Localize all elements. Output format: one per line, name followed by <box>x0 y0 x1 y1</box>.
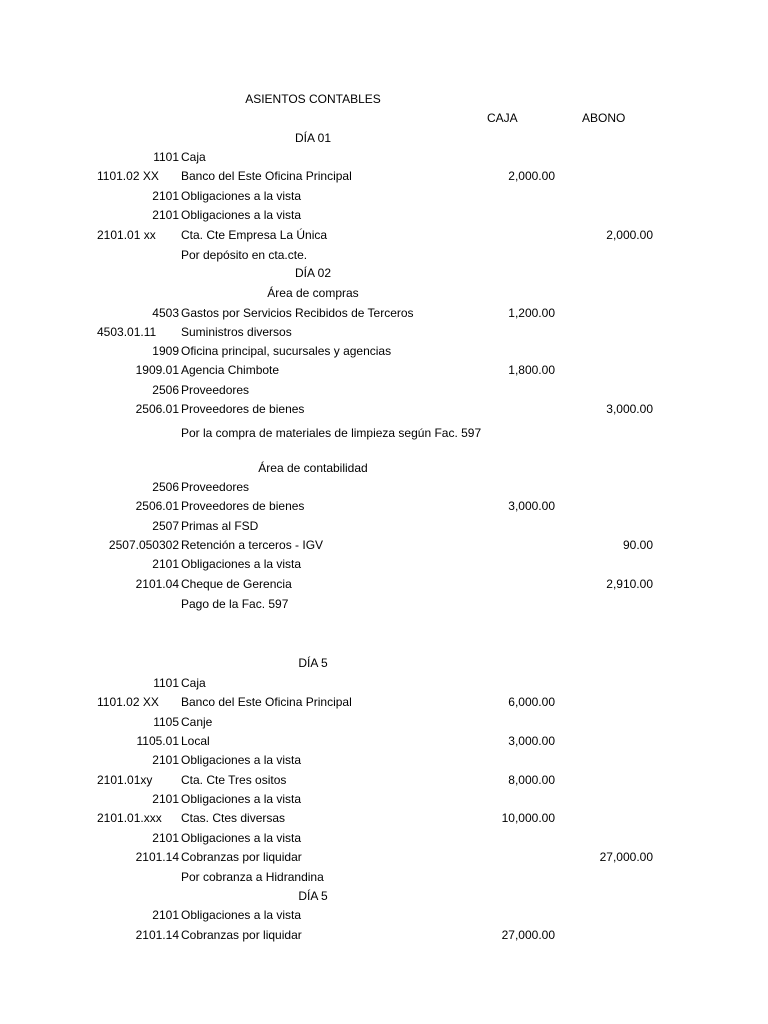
account-code: 1101.02 XX <box>97 169 159 183</box>
entry-row <box>0 459 768 478</box>
account-description: Caja <box>181 676 206 690</box>
account-code: 2101.01xy <box>97 773 153 787</box>
caja-amount: 1,200.00 <box>508 306 555 320</box>
account-description: Caja <box>181 150 206 164</box>
section-heading: DÍA 5 <box>298 656 328 670</box>
caja-amount: 8,000.00 <box>508 773 555 787</box>
account-code: 2507 <box>152 519 179 533</box>
entry-row <box>0 771 768 790</box>
entry-row <box>0 478 768 497</box>
account-description: Obligaciones a la vista <box>181 753 302 767</box>
section-heading: DÍA 02 <box>294 266 332 280</box>
abono-amount: 27,000.00 <box>599 850 653 864</box>
account-description: Retención a terceros - IGV <box>181 538 324 552</box>
account-description: Canje <box>181 715 213 729</box>
account-description: Obligaciones a la vista <box>181 831 302 845</box>
entry-row <box>0 790 768 809</box>
account-description: Proveedores <box>181 480 250 494</box>
account-code: 1101.02 XX <box>97 695 159 709</box>
entry-row <box>0 868 768 887</box>
account-code: 2506 <box>152 480 179 494</box>
section-heading: Área de compras <box>267 286 359 300</box>
account-description: Agencia Chimbote <box>181 363 280 377</box>
account-code: 1105 <box>153 715 179 729</box>
account-code: 2101.14 <box>135 928 179 942</box>
caja-amount: 10,000.00 <box>501 811 555 825</box>
document-title: ASIENTOS CONTABLES <box>245 92 381 106</box>
entry-row <box>0 887 768 906</box>
account-code: 4503 <box>152 306 179 320</box>
abono-amount: 2,910.00 <box>606 577 653 591</box>
abono-column-header: ABONO <box>582 111 626 125</box>
account-code: 2101 <box>152 792 179 806</box>
abono-amount: 3,000.00 <box>606 402 653 416</box>
entry-row <box>0 751 768 770</box>
account-code: 4503.01.11 <box>97 325 157 339</box>
abono-amount: 2,000.00 <box>606 228 653 242</box>
entry-row <box>0 809 768 828</box>
entry-row <box>0 129 768 148</box>
account-description: Proveedores de bienes <box>181 402 305 416</box>
caja-amount: 27,000.00 <box>501 928 555 942</box>
caja-amount: 1,800.00 <box>508 363 555 377</box>
entry-row <box>0 323 768 342</box>
caja-amount: 2,000.00 <box>508 169 555 183</box>
entry-row <box>0 342 768 361</box>
entry-row <box>0 426 768 445</box>
entry-row <box>0 829 768 848</box>
account-code: 1909.01 <box>135 363 179 377</box>
entry-row <box>0 246 768 265</box>
entry-row <box>0 167 768 186</box>
account-code: 2507.050302 <box>108 538 179 552</box>
caja-amount: 6,000.00 <box>508 695 555 709</box>
account-description: Proveedores de bienes <box>181 499 305 513</box>
account-description: Ctas. Ctes diversas <box>181 811 286 825</box>
account-code: 2101.14 <box>135 850 179 864</box>
account-description: Obligaciones a la vista <box>181 792 302 806</box>
account-code: 2101.04 <box>135 577 179 591</box>
entry-row <box>0 693 768 712</box>
account-description: Obligaciones a la vista <box>181 557 302 571</box>
entry-row <box>0 575 768 594</box>
entry-note: Pago de la Fac. 597 <box>181 597 289 611</box>
account-description: Banco del Este Oficina Principal <box>181 695 352 709</box>
entry-row <box>0 264 768 283</box>
entry-row <box>0 381 768 400</box>
account-description: Obligaciones a la vista <box>181 189 302 203</box>
account-code: 2101.01.xxx <box>97 811 162 825</box>
account-code: 2506.01 <box>135 499 179 513</box>
entry-row <box>0 206 768 225</box>
account-code: 2101 <box>152 753 179 767</box>
entry-row <box>0 497 768 516</box>
account-code: 1909 <box>152 344 179 358</box>
entry-row <box>0 304 768 323</box>
account-code: 2506 <box>152 383 179 397</box>
account-description: Obligaciones a la vista <box>181 208 302 222</box>
account-description: Suministros diversos <box>181 325 292 339</box>
account-code: 2101 <box>152 189 179 203</box>
entry-row <box>0 926 768 945</box>
entry-row <box>0 536 768 555</box>
entry-note: Por depósito en cta.cte. <box>181 248 308 262</box>
account-description: Banco del Este Oficina Principal <box>181 169 352 183</box>
account-code: 2506.01 <box>135 402 179 416</box>
account-description: Cobranzas por liquidar <box>181 850 302 864</box>
account-description: Proveedores <box>181 383 250 397</box>
section-heading: DÍA 01 <box>294 131 332 145</box>
account-code: 1101 <box>153 676 179 690</box>
section-heading: Área de contabilidad <box>258 461 368 475</box>
entry-row <box>0 654 768 673</box>
account-description: Obligaciones a la vista <box>181 908 302 922</box>
abono-amount: 90.00 <box>622 538 653 552</box>
entry-row <box>0 226 768 245</box>
account-code: 1101 <box>153 150 179 164</box>
entry-note: Por cobranza a Hidrandina <box>181 870 324 884</box>
entry-row <box>0 906 768 925</box>
entry-row <box>0 284 768 303</box>
entry-row <box>0 187 768 206</box>
account-description: Oficina principal, sucursales y agencias <box>181 344 392 358</box>
account-code: 2101 <box>152 557 179 571</box>
entry-note: Por la compra de materiales de limpieza según Fac. 597 <box>181 426 482 440</box>
entry-row <box>0 400 768 419</box>
account-description: Local <box>181 734 210 748</box>
account-code: 1105.01 <box>136 734 179 748</box>
account-description: Cta. Cte Empresa La Única <box>181 228 328 242</box>
section-heading: DÍA 5 <box>298 889 328 903</box>
account-code: 2101.01 xx <box>97 228 156 242</box>
entry-row <box>0 555 768 574</box>
account-code: 2101 <box>152 831 179 845</box>
caja-amount: 3,000.00 <box>508 734 555 748</box>
entry-row <box>0 713 768 732</box>
caja-amount: 3,000.00 <box>508 499 555 513</box>
account-description: Cobranzas por liquidar <box>181 928 302 942</box>
caja-column-header: CAJA <box>487 111 518 125</box>
entry-row <box>0 361 768 380</box>
account-description: Primas al FSD <box>181 519 259 533</box>
entry-row <box>0 848 768 867</box>
account-description: Cheque de Gerencia <box>181 577 292 591</box>
entry-row <box>0 517 768 536</box>
entry-row <box>0 732 768 751</box>
entry-row <box>0 674 768 693</box>
account-description: Cta. Cte Tres ositos <box>181 773 287 787</box>
account-description: Gastos por Servicios Recibidos de Terceros <box>181 306 414 320</box>
entry-row <box>0 595 768 614</box>
entry-row <box>0 148 768 167</box>
account-code: 2101 <box>152 908 179 922</box>
account-code: 2101 <box>152 208 179 222</box>
